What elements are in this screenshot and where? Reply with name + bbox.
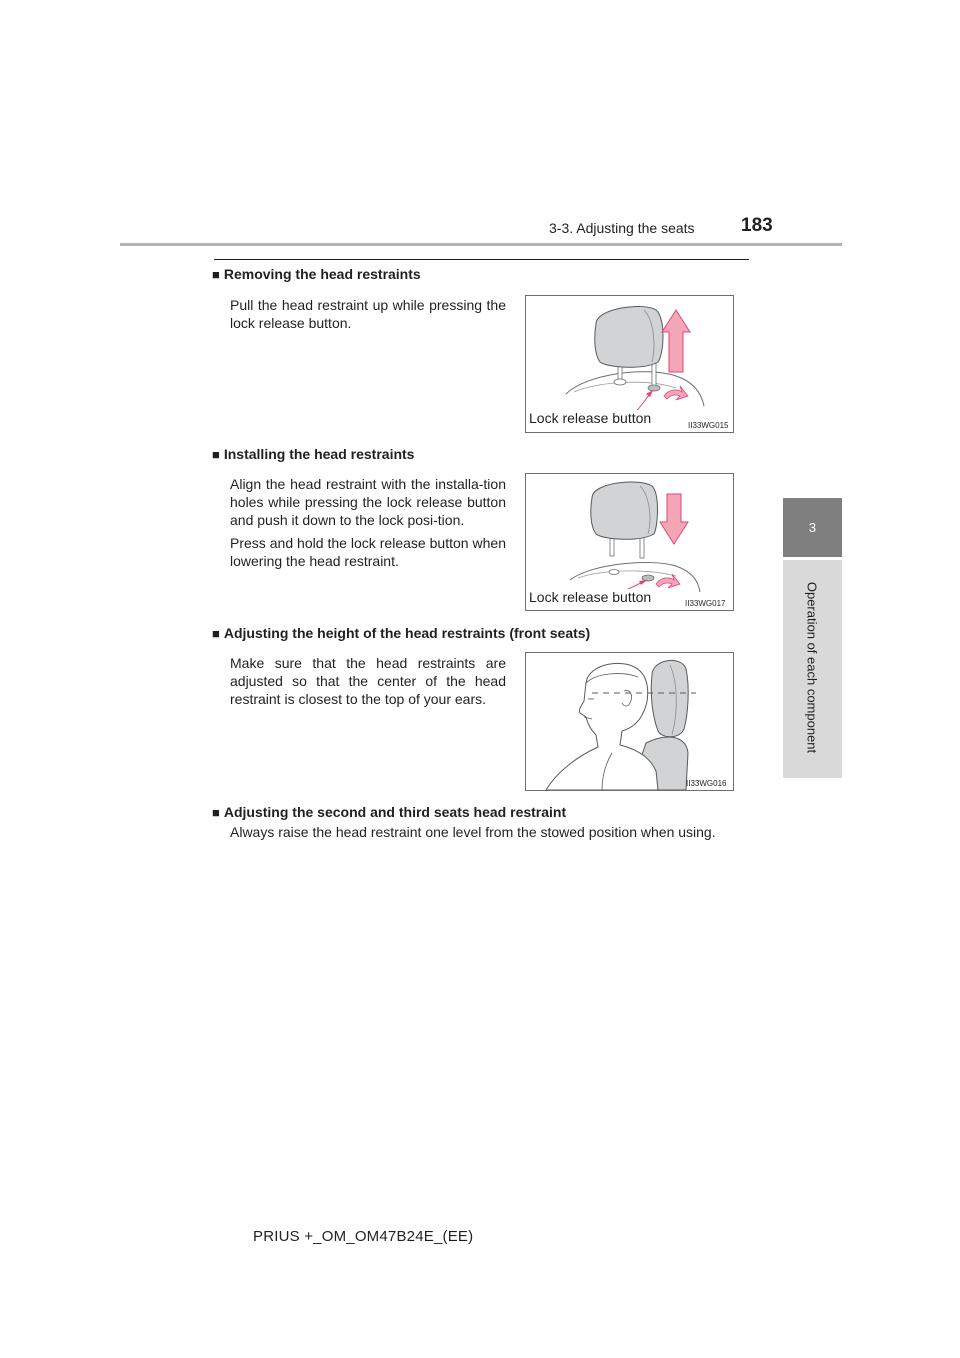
- square-bullet-icon: ■: [212, 447, 220, 462]
- figure-installing-head-restraint: [525, 473, 734, 611]
- paragraph: Align the head restraint with the installa-tion holes while pressing the lock release button and push it down to the lock posi-tion.: [230, 476, 506, 528]
- section-heading-second-third-seats: [212, 804, 566, 820]
- chapter-title: Operation of each component: [804, 581, 820, 754]
- head-restraint-height-illustration: [526, 653, 733, 790]
- section-body-adjusting-height: [230, 654, 506, 708]
- figure-label: Lock release button: [529, 410, 652, 426]
- heading-text: Adjusting the second and third seats head restraint: [223, 804, 567, 820]
- section-body-removing: [230, 296, 506, 332]
- section-body-second-third-seats: [230, 823, 746, 841]
- figure-code: II33WG017: [685, 599, 726, 608]
- section-body-installing: [230, 475, 506, 570]
- chapter-number-tab: 3: [783, 498, 842, 557]
- square-bullet-icon: ■: [212, 267, 220, 282]
- header-rule: [120, 243, 842, 246]
- paragraph: Make sure that the head restraints are adjusted so that the center of the head restraint is closest to the top of your ears.: [230, 655, 506, 707]
- paragraph: Always raise the head restraint one level from the stowed position when using.: [230, 824, 716, 840]
- heading-text: Adjusting the height of the head restraints (front seats): [223, 625, 591, 641]
- figure-head-restraint-height: [525, 652, 734, 791]
- document-id: PRIUS +_OM_OM47B24E_(EE): [253, 1228, 474, 1245]
- figure-removing-head-restraint: [525, 295, 734, 433]
- paragraph: Press and hold the lock release button when lowering the head restraint.: [230, 535, 506, 569]
- square-bullet-icon: ■: [212, 805, 220, 820]
- section-heading-installing: [212, 446, 414, 462]
- section-heading-adjusting-height: [212, 625, 590, 641]
- square-bullet-icon: ■: [212, 626, 220, 641]
- figure-label: Lock release button: [529, 589, 652, 605]
- section-title: 3-3. Adjusting the seats: [549, 220, 695, 236]
- figure-code: II33WG016: [686, 779, 727, 788]
- figure-code: II33WG015: [688, 421, 729, 430]
- heading-text: Removing the head restraints: [223, 266, 421, 282]
- subheader-rule: [214, 259, 749, 260]
- page-number: 183: [741, 215, 773, 236]
- paragraph: Pull the head restraint up while pressing the lock release button.: [230, 297, 506, 331]
- section-heading-removing: [212, 266, 421, 282]
- heading-text: Installing the head restraints: [223, 446, 415, 462]
